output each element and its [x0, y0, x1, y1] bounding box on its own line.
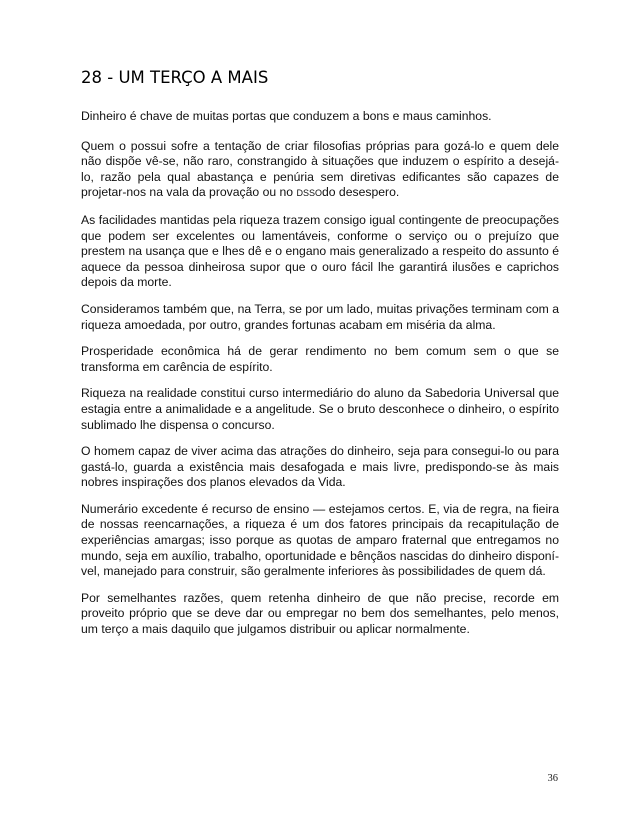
paragraph-3: As facilidades mantidas pela riqueza trazem consigo igual contingente de preocupações que podem ser excelentes ou lamentáveis, conforme o serviço ou o prejuízo que prestem na usança que e lhes dê e o engano mais generalizado a respeito do assunto é aquece da pessoa dinheirosa supor que o ouro fácil lhe garantirá ilusões e caprichos depois da morte.: [81, 212, 559, 290]
page-number: 36: [547, 773, 558, 784]
paragraph-2-smallcaps: DSSO: [296, 188, 322, 199]
document-body: [81, 109, 559, 649]
paragraph-9: Por semelhantes razões, quem retenha dinheiro de que não precise, recorde em proveito próprio que se deve dar ou empregar no bem dos semelhantes, pelo menos, um terço a mais daquilo que julgamos distribuir ou aplicar normalmente.: [81, 590, 559, 637]
paragraph-4: Consideramos também que, na Terra, se por um lado, muitas privações terminam com a riqueza amoedada, por outro, grandes fortunas acabam em miséria da alma.: [81, 301, 559, 332]
page-title: 28 - UM TERÇO A MAIS: [81, 68, 269, 87]
paragraph-2: [81, 139, 559, 202]
paragraph-7: O homem capaz de viver acima das atrações do dinheiro, seja para consegui-lo ou para gastá-lo, guarda a existência mais desafogada e mais livre, predispondo-se às mais nobres inspirações dos planos elevados da Vida.: [81, 444, 559, 490]
paragraph-5: Prosperidade econômica há de gerar rendimento no bem comum sem o que se transforma em carência de espírito.: [81, 344, 559, 374]
paragraph-1: Dinheiro é chave de muitas portas que conduzem a bons e maus caminhos.: [81, 109, 492, 123]
paragraph-6: Riqueza na realidade constitui curso intermediário do aluno da Sabedoria Universal que estagia entre a animalidade e a angelitude. Se o bruto desconhece o dinheiro, o espírito sublimado lhe dispensa o concurso.: [81, 386, 559, 432]
paragraph-8: Numerário excedente é recurso de ensino — estejamos certos. E, via de regra, na fieira de nossas reencarnações, a riqueza é um dos fatores principais da recapitulação de experiências amargas; isso porque as quotas de amparo fraternal que entregamos no mundo, seja em auxílio, trabalho, oportunidade e bênçãos nascidas do dinheiro disponí-vel, manejado para construir, são geralmente inferiores às possibilidades de quem dá.: [81, 501, 559, 579]
paragraph-2-text: Quem o possui sofre a tentação de criar filosofias próprias para gozá-lo e quem dele não dispõe vê-se, não raro, constrangido à situações que induzem o espírito a desejá-lo, razão pela qual abastança e penúria sem diretivas edificantes são capazes de projetar-nos na vala da provação ou no: [81, 138, 559, 200]
paragraph-2-tail: do desespero.: [321, 185, 400, 200]
